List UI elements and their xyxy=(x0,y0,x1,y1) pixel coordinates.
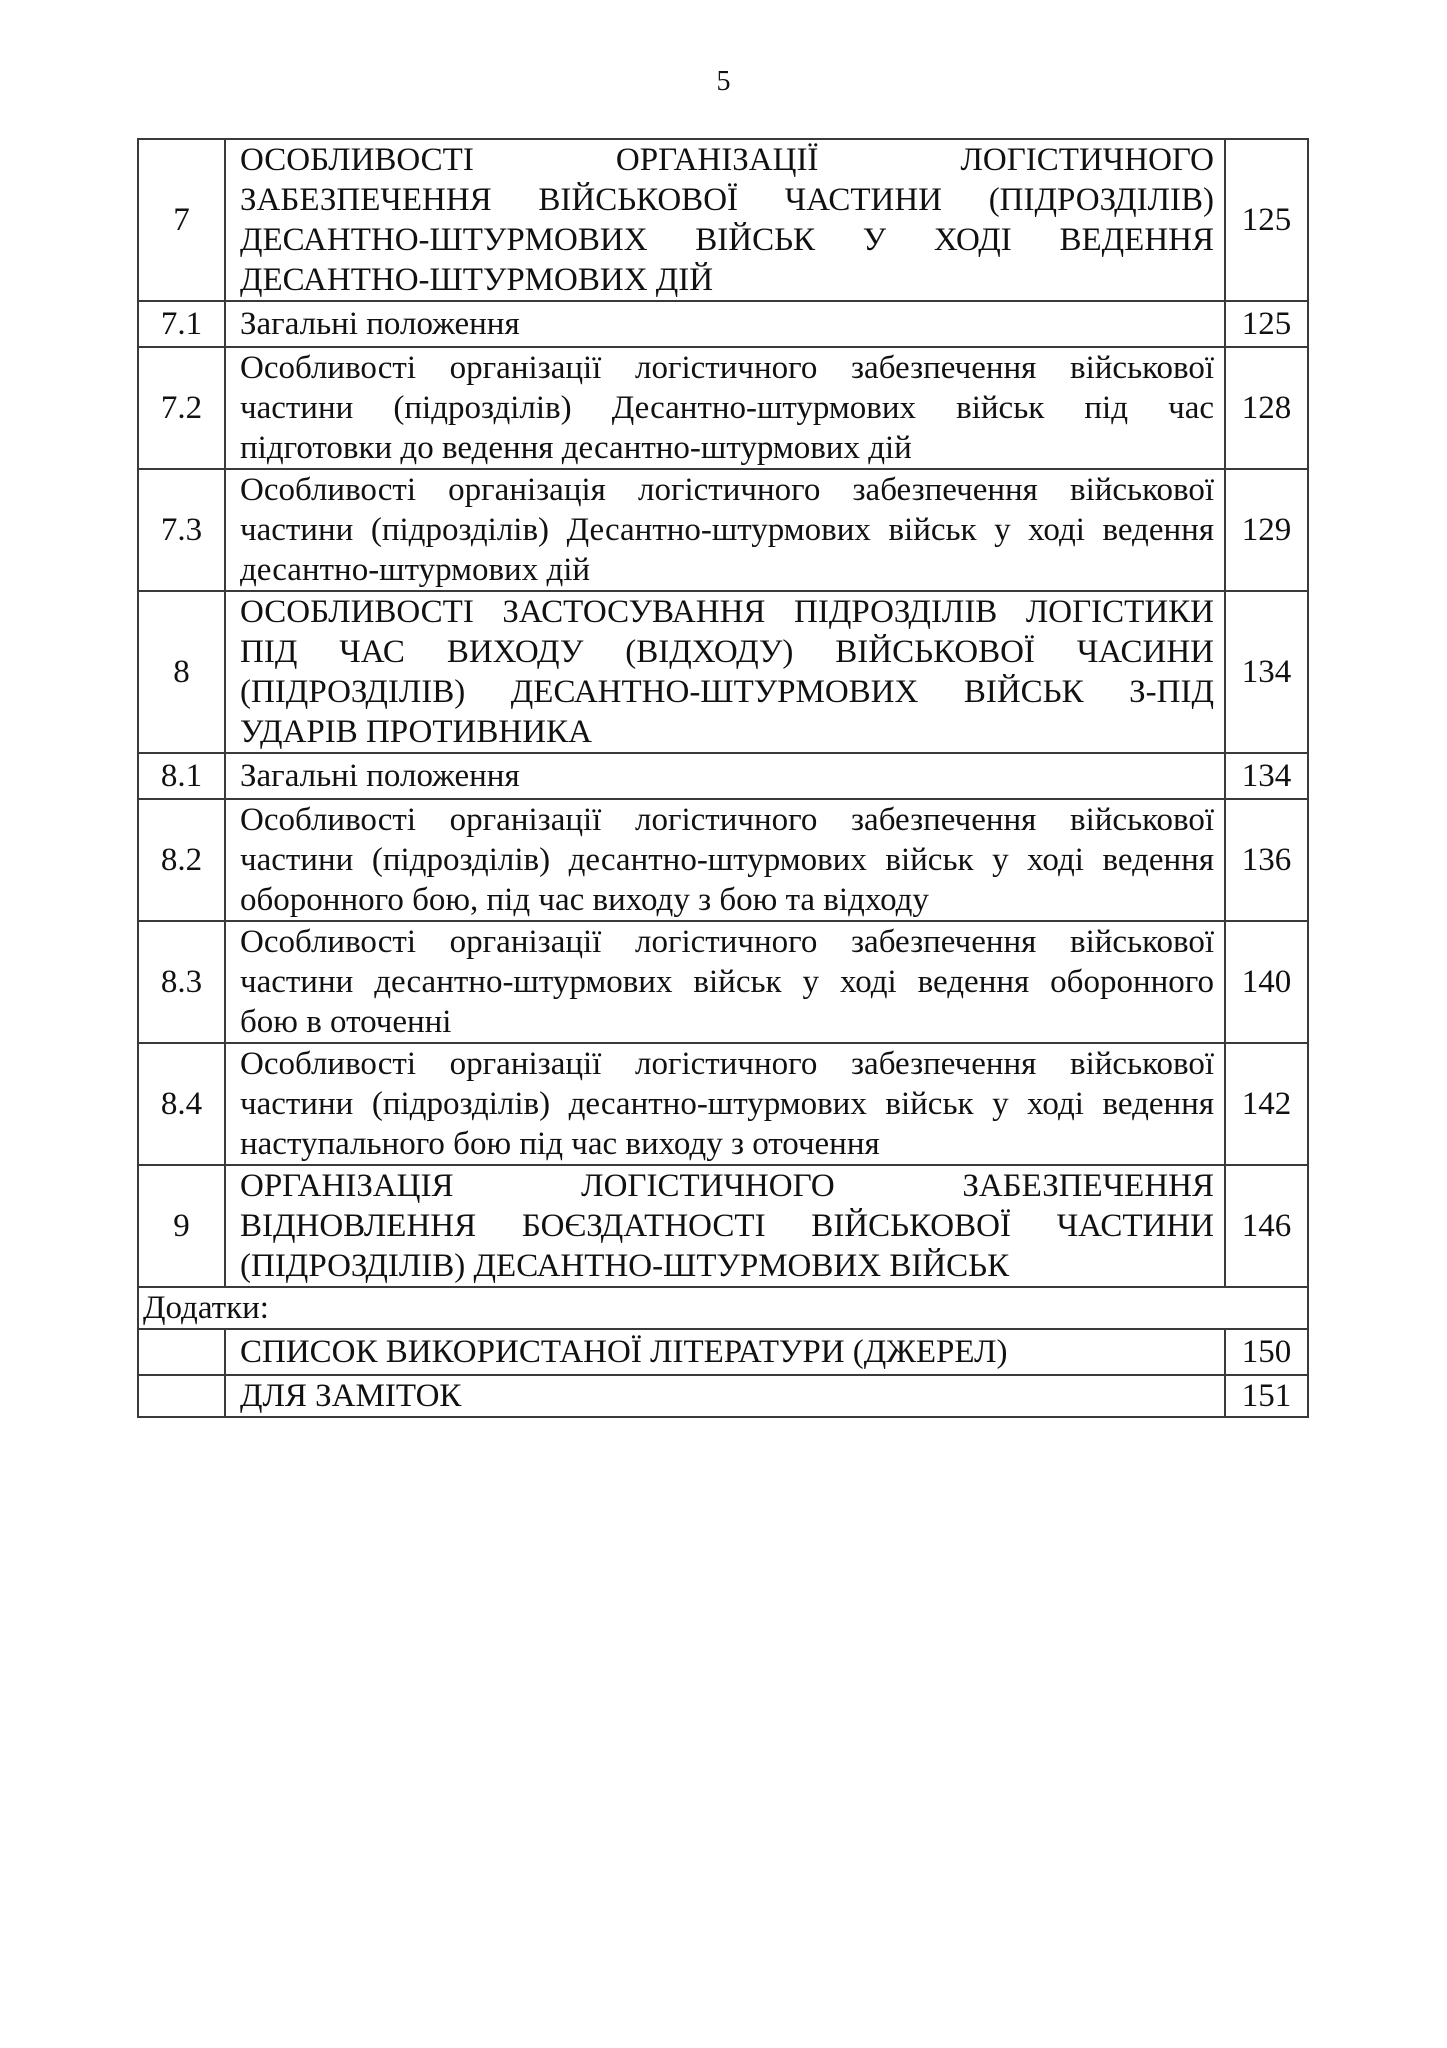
section-number: 8.3 xyxy=(138,921,225,1043)
page-ref: 140 xyxy=(1225,921,1308,1043)
toc-row xyxy=(138,799,1308,921)
appendix-label-row xyxy=(138,1287,1308,1329)
section-title-line: ДЕСАНТНО-ШТУРМОВИХ ВІЙСЬК У ХОДІ ВЕДЕННЯ xyxy=(240,222,1214,258)
section-number: 9 xyxy=(138,1165,225,1287)
section-title-line: Загальні положення xyxy=(240,306,520,342)
appendix-title-text: СПИСОК ВИКОРИСТАНОЇ ЛІТЕРАТУРИ (ДЖЕРЕЛ) xyxy=(240,1334,1008,1370)
section-title-line: ОРГАНІЗАЦІЯ ЛОГІСТИЧНОГО ЗАБЕЗПЕЧЕННЯ xyxy=(240,1168,1214,1204)
toc-row xyxy=(138,301,1308,347)
section-title-line: ЗАБЕЗПЕЧЕННЯ ВІЙСЬКОВОЇ ЧАСТИНИ (ПІДРОЗДІЛІВ) xyxy=(240,182,1214,218)
page-ref: 134 xyxy=(1225,591,1308,753)
section-number: 7.2 xyxy=(138,347,225,469)
toc-row xyxy=(138,753,1308,799)
page-ref: 129 xyxy=(1225,469,1308,591)
section-number: 8 xyxy=(138,591,225,753)
section-title xyxy=(225,1043,1225,1165)
section-title xyxy=(225,469,1225,591)
section-title-line: Особливості організації логістичного забезпечення військової xyxy=(240,350,1214,386)
toc-row xyxy=(138,139,1308,301)
section-title-line: УДАРІВ ПРОТИВНИКА xyxy=(240,714,592,750)
toc-row xyxy=(138,921,1308,1043)
toc-row xyxy=(138,1043,1308,1165)
section-title-line: оборонного бою, під час виходу з бою та відходу xyxy=(240,882,929,918)
section-title xyxy=(225,347,1225,469)
section-title xyxy=(225,799,1225,921)
appendix-title xyxy=(225,1329,1225,1375)
section-title xyxy=(225,139,1225,301)
section-title xyxy=(225,591,1225,753)
page-number: 5 xyxy=(716,66,731,97)
section-title-line: частини (підрозділів) десантно-штурмових військ у ході ведення xyxy=(240,1086,1214,1122)
section-title-line: наступального бою під час виходу з оточення xyxy=(240,1126,880,1162)
section-title-line: Загальні положення xyxy=(240,758,520,794)
section-title xyxy=(225,921,1225,1043)
empty-cell xyxy=(138,1375,225,1417)
section-number: 7 xyxy=(138,139,225,301)
section-title-line: частини (підрозділів) десантно-штурмових військ у ході ведення xyxy=(240,842,1214,878)
page-ref: 125 xyxy=(1225,301,1308,347)
section-number: 8.4 xyxy=(138,1043,225,1165)
appendix-title-text: ДЛЯ ЗАМІТОК xyxy=(240,1378,462,1414)
section-title-line: Особливості організації логістичного забезпечення військової xyxy=(240,802,1214,838)
table-of-contents xyxy=(137,138,1309,1418)
toc-body xyxy=(138,139,1308,1417)
section-number: 8.1 xyxy=(138,753,225,799)
appendix-row xyxy=(138,1329,1308,1375)
section-title xyxy=(225,1165,1225,1287)
page-ref: 136 xyxy=(1225,799,1308,921)
section-title-line: ОСОБЛИВОСТІ ЗАСТОСУВАННЯ ПІДРОЗДІЛІВ ЛОГІСТИКИ xyxy=(240,594,1214,630)
section-number: 7.1 xyxy=(138,301,225,347)
section-title-line: частини (підрозділів) Десантно-штурмових військ у ході ведення xyxy=(240,512,1214,548)
toc-row xyxy=(138,591,1308,753)
appendix-label: Додатки: xyxy=(138,1287,1308,1329)
section-title-line: бою в оточенні xyxy=(240,1004,452,1040)
section-title xyxy=(225,301,1225,347)
empty-cell xyxy=(138,1329,225,1375)
section-number: 8.2 xyxy=(138,799,225,921)
section-title-line: (ПІДРОЗДІЛІВ) ДЕСАНТНО-ШТУРМОВИХ ВІЙСЬК xyxy=(240,1248,1010,1284)
toc-row xyxy=(138,1165,1308,1287)
page-ref: 151 xyxy=(1225,1375,1308,1417)
section-title-line: ОСОБЛИВОСТІ ОРГАНІЗАЦІЇ ЛОГІСТИЧНОГО xyxy=(240,142,1214,178)
section-title-line: Особливості організації логістичного забезпечення військової xyxy=(240,924,1214,960)
page-ref: 150 xyxy=(1225,1329,1308,1375)
section-title-line: частини (підрозділів) Десантно-штурмових військ під час xyxy=(240,390,1214,426)
section-title-line: частини десантно-штурмових військ у ході ведення оборонного xyxy=(240,964,1214,1000)
section-title xyxy=(225,753,1225,799)
section-title-line: Особливості організації логістичного забезпечення військової xyxy=(240,1046,1214,1082)
toc-row xyxy=(138,347,1308,469)
toc-row xyxy=(138,469,1308,591)
section-number: 7.3 xyxy=(138,469,225,591)
appendix-row xyxy=(138,1375,1308,1417)
section-title-line: ДЕСАНТНО-ШТУРМОВИХ ДІЙ xyxy=(240,262,714,298)
appendix-title xyxy=(225,1375,1225,1417)
section-title-line: підготовки до ведення десантно-штурмових дій xyxy=(240,430,912,466)
page-ref: 128 xyxy=(1225,347,1308,469)
section-title-line: ВІДНОВЛЕННЯ БОЄЗДАТНОСТІ ВІЙСЬКОВОЇ ЧАСТИНИ xyxy=(240,1208,1214,1244)
page-ref: 134 xyxy=(1225,753,1308,799)
page-ref: 146 xyxy=(1225,1165,1308,1287)
section-title-line: десантно-штурмових дій xyxy=(240,552,591,588)
section-title-line: ПІД ЧАС ВИХОДУ (ВІДХОДУ) ВІЙСЬКОВОЇ ЧАСИНИ xyxy=(240,634,1214,670)
section-title-line: (ПІДРОЗДІЛІВ) ДЕСАНТНО-ШТУРМОВИХ ВІЙСЬК З-ПІД xyxy=(240,674,1214,710)
page-ref: 125 xyxy=(1225,139,1308,301)
page-ref: 142 xyxy=(1225,1043,1308,1165)
section-title-line: Особливості організація логістичного забезпечення військової xyxy=(240,472,1214,508)
